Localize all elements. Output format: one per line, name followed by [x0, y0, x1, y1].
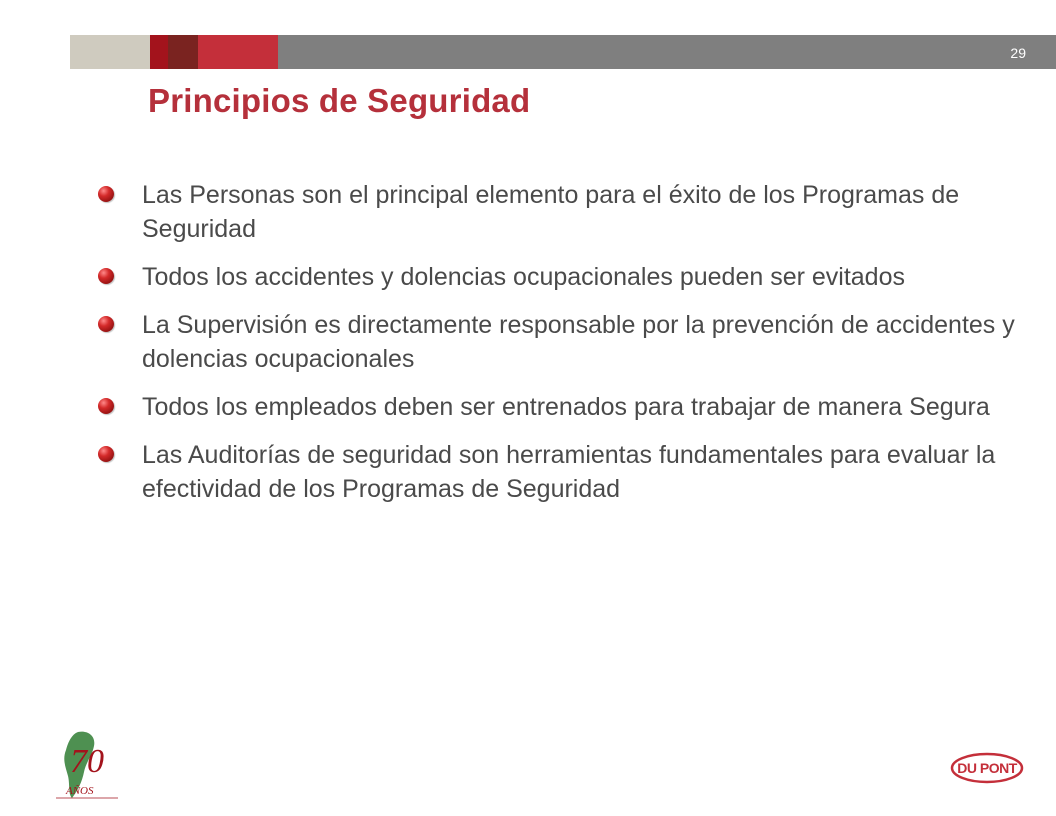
bullet-icon: [98, 316, 114, 332]
bullet-item: [98, 178, 1018, 246]
bullet-text: Todos los accidentes y dolencias ocupacionales pueden ser evitados: [142, 263, 905, 291]
bullet-text: La Supervisión es directamente responsable por la prevención de accidentes y dolencias ocupacionales: [142, 311, 1015, 373]
bullet-item: [98, 308, 1018, 376]
bullet-text: Las Auditorías de seguridad son herramientas fundamentales para evaluar la efectividad de los Programas de Seguridad: [142, 441, 996, 503]
anniversary-word: AÑOS: [66, 785, 94, 797]
anniversary-number: 70: [70, 743, 104, 780]
top-decorative-bar: [70, 35, 1056, 69]
bullet-item: [98, 438, 1018, 506]
bar-segment-beige: [70, 35, 150, 69]
bullet-list: [98, 178, 1018, 520]
bar-segment-light-red: [198, 35, 278, 69]
bullet-item: [98, 390, 1018, 424]
bullet-icon: [98, 446, 114, 462]
bullet-icon: [98, 186, 114, 202]
slide-title: Principios de Seguridad: [148, 82, 531, 119]
bullet-text: Las Personas son el principal elemento para el éxito de los Programas de Seguridad: [142, 181, 960, 243]
brand-name: DU PONT: [957, 760, 1017, 776]
bullet-icon: [98, 268, 114, 284]
bullet-text: Todos los empleados deben ser entrenados para trabajar de manera Segura: [142, 393, 990, 421]
page-number: 29: [1010, 45, 1026, 61]
bullet-item: [98, 260, 1018, 294]
bar-segment-red: [150, 35, 168, 69]
bullet-icon: [98, 398, 114, 414]
anniversary-logo-icon: [48, 728, 128, 806]
dupont-logo-icon: [950, 752, 1026, 784]
bar-segment-dark-red: [168, 35, 198, 69]
